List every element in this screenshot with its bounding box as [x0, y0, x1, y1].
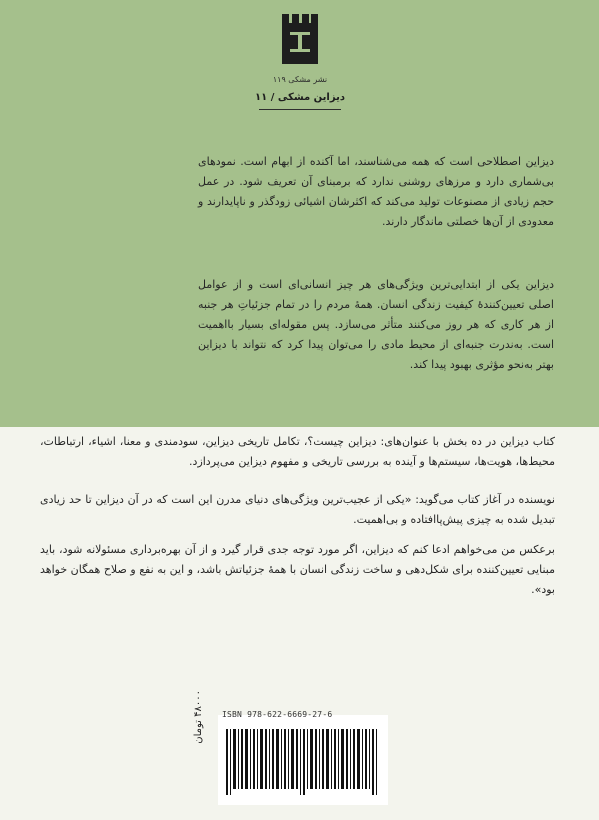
description-paragraph-2: دیزاین یکی از ابتدایی‌ترین ویژگی‌های هر چیز انسانی‌ای است و از عوامل اصلی تعیین‌کنندهٔ کیفیت زندگی انسان. همهٔ مردم را در تمام جزئیاتِ هر جنبه از هر کاری که هر روز می‌کنند متأثر می‌سازد. پس مقوله‌ای بسیار بااهمیت است. به‌ندرت جنبه‌ای از محیط مادی را می‌توان پیدا کرد که نتواند با دیزاین بهتر به‌نحو مؤثری بهبود پیدا کند.	[198, 278, 554, 371]
description-paragraph-5: برعکس من می‌خواهم ادعا کنم که دیزاین، اگر مورد توجه جدی قرار گیرد و از آن بهره‌برداری مسئولانه شود، باید مبنایی تعیین‌کننده برای شکل‌دهی و ساخت زندگی انسان با همهٔ جزئیاتش باشد، و این به نفع و صلاح همگان خواهد بود».	[40, 543, 555, 596]
description-paragraph-1: دیزاین اصطلاحی است که همه می‌شناسند، اما آکنده از ابهام است. نمودهای بی‌شماری دارد و مرزهای روشنی ندارد که برمبنای آن تعریف شود. در عمل حجم زیادی از مصنوعات تولید می‌کند که اکثرشان اشیائی زودگذر و ناپایدارند و معدودی از آن‌ها خصلتی ماندگار دارند.	[198, 155, 554, 228]
isbn-barcode	[218, 715, 388, 805]
publisher-line: نشر مشکی ۱۱۹	[272, 75, 328, 84]
series-title: دیزاین مشکی / ۱۱	[255, 92, 345, 103]
description-paragraph-4: نویسنده در آغاز کتاب می‌گوید: «یکی از عجیب‌ترین ویژگی‌های دنیای مدرن این است که در آن دیزاین تا حد زیادی تبدیل شده به چیزی پیش‌پاافتاده و بی‌اهمیت.	[40, 493, 555, 526]
isbn-text: ISBN 978-622-6669-27-6	[222, 710, 333, 719]
description-paragraph-3: کتاب دیزاین در ده بخش با عنوان‌های: دیزاین چیست؟، تکامل تاریخی دیزاین، سودمندی و معنا، اشیاء، ارتباطات، محیط‌ها، هویت‌ها، سیستم‌ها و آینده به بررسی تاریخی و مفهوم دیزاین می‌پردازد.	[40, 435, 555, 468]
series-underline	[259, 109, 341, 110]
castle-tower-icon	[282, 14, 318, 64]
price-label: ۴۸۰۰۰ تومان	[193, 690, 204, 744]
